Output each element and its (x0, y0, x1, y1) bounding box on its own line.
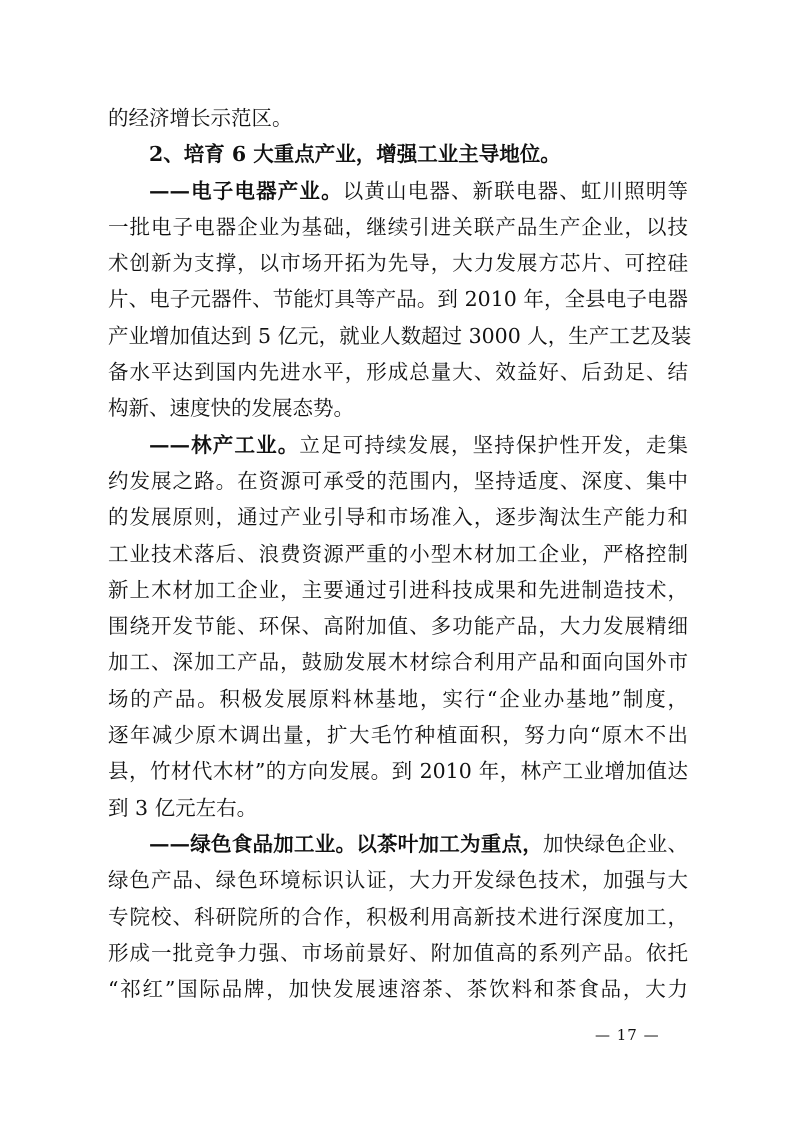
body-text: 绿色产品、绿色环境标识认证，大力开发绿色技术，加强与大 (108, 868, 688, 893)
text-line (108, 572, 688, 608)
text-line (108, 354, 688, 390)
body-text: “祁红”国际品牌，加快发展速溶茶、茶饮料和茶食品，大力 (108, 977, 688, 1002)
text-line (108, 862, 688, 898)
text-line (108, 209, 688, 245)
text-line (108, 753, 688, 789)
bold-text: ——林产工业。 (149, 432, 300, 457)
body-text: 构新、速度快的发展态势。 (108, 396, 354, 421)
bold-text: 2、培育 6 大重点产业，增强工业主导地位。 (149, 142, 561, 167)
text-line (108, 318, 692, 354)
body-text: 的发展原则，通过产业引导和市场准入，逐步淘汰生产能力和 (108, 505, 688, 530)
bold-text: ——电子电器产业。 (149, 178, 343, 203)
body-text: 的经济增长示范区。 (108, 106, 293, 130)
body-text: 专院校、科研院所的合作，积极利用高新技术进行深度加工， (108, 904, 688, 929)
text-line (108, 681, 688, 717)
bold-text: ——绿色食品加工业。以茶叶加工为重点， (149, 831, 543, 856)
text-line (108, 173, 688, 209)
body-text: 以黄山电器、新联电器、虹川照明等 (342, 178, 689, 203)
body-text: 加工、深加工产品，鼓励发展木材综合利用产品和面向国外市 (108, 650, 688, 675)
body-text: 新上木材加工企业，主要通过引进科技成果和先进制造技术， (108, 577, 688, 602)
text-line (108, 644, 688, 680)
text-line (108, 427, 688, 463)
text-line (108, 608, 688, 644)
text-line (108, 100, 688, 136)
body-text: 术创新为支撑，以市场开拓为先导，大力发展方芯片、可控硅 (108, 251, 688, 276)
text-line (108, 790, 688, 826)
text-line (108, 390, 688, 426)
body-text: 形成一批竞争力强、市场前景好、附加值高的系列产品。依托 (108, 940, 688, 965)
body-text: 逐年减少原木调出量，扩大毛竹种植面积，努力向“原木不出 (108, 723, 688, 748)
body-text: 围绕开发节能、环保、高附加值、多功能产品，大力发展精细 (108, 614, 688, 639)
body-text: 县，竹材代木材”的方向发展。到 2010 年，林产工业增加值达 (108, 759, 688, 784)
body-text: 约发展之路。在资源可承受的范围内，坚持适度、深度、集中 (108, 468, 688, 493)
text-line (108, 499, 688, 535)
text-line (108, 935, 688, 971)
body-text: 到 3 亿元左右。 (108, 795, 258, 820)
text-line (108, 971, 688, 1007)
text-line (108, 245, 688, 281)
document-body (108, 100, 692, 1007)
text-line (108, 899, 688, 935)
body-text: 工业技术落后、浪费资源严重的小型木材加工企业，严格控制 (108, 541, 688, 566)
body-text: 产业增加值达到 5 亿元，就业人数超过 3000 人，生产工艺及装 (108, 323, 692, 348)
text-line (108, 717, 688, 753)
text-line (108, 826, 688, 862)
body-text: 场的产品。积极发展原料林基地，实行“企业办基地”制度， (108, 686, 688, 711)
page-number: — 17 — (595, 1026, 660, 1044)
text-line (108, 463, 688, 499)
body-text: 片、电子元器件、节能灯具等产品。到 2010 年，全县电子电器 (108, 287, 688, 312)
body-text: 立足可持续发展，坚持保护性开发，走集 (299, 432, 689, 457)
body-text: 加快绿色企业、 (543, 831, 688, 856)
text-line (108, 136, 688, 172)
text-line (108, 536, 688, 572)
text-line (108, 281, 688, 317)
body-text: 备水平达到国内先进水平，形成总量大、效益好、后劲足、结 (108, 360, 688, 385)
body-text: 一批电子电器企业为基础，继续引进关联产品生产企业，以技 (108, 214, 688, 239)
